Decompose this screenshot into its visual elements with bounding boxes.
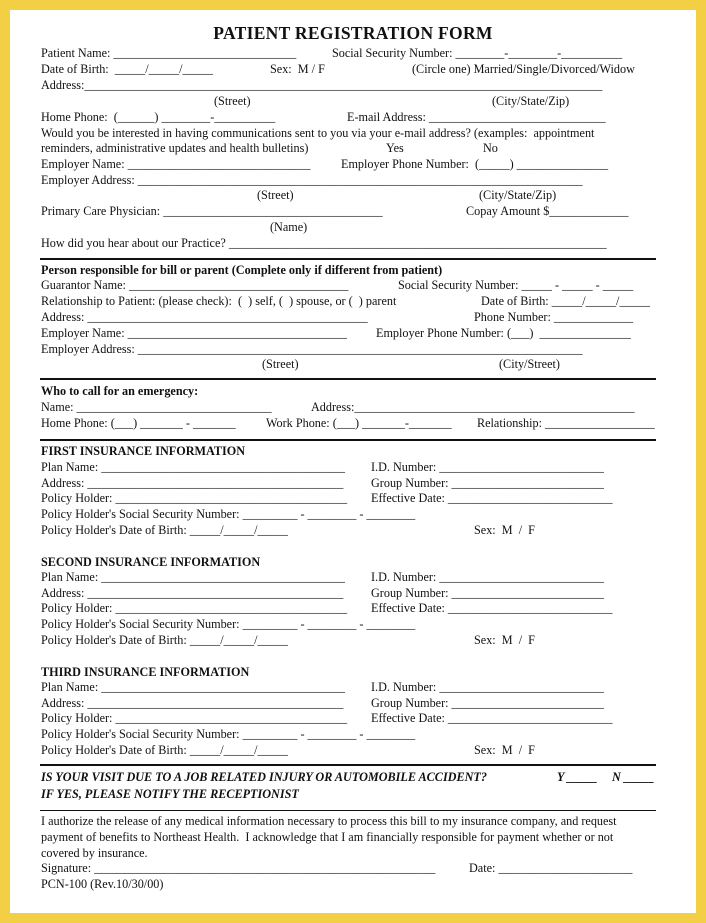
insurance-address-field[interactable]: Address: __________________________________________ [41,476,344,490]
city-state-zip-caption: (City/State/Zip) [492,94,570,108]
policy-holder-field[interactable]: Policy Holder: ______________________________________ [41,711,348,725]
plan-name-field[interactable]: Plan Name: ________________________________________ [41,680,345,694]
address-field[interactable]: Address:_____________________________________________________________________________________ [41,78,603,92]
copay-amount-field[interactable]: Copay Amount $_____________ [466,204,629,218]
form-code: PCN-100 (Rev.10/30/00) [41,877,164,891]
home-phone-field[interactable]: Home Phone: (______) ________-__________ [41,110,276,124]
id-number-field[interactable]: I.D. Number: ___________________________ [371,570,604,584]
effective-date-field[interactable]: Effective Date: ___________________________ [371,711,613,725]
insurance-address-field[interactable]: Address: __________________________________________ [41,586,344,600]
signature-field[interactable]: Signature: ________________________________________________________ [41,861,436,875]
emergency-work-phone-field[interactable]: Work Phone: (___) _______-_______ [266,416,452,430]
guarantor-dob-field[interactable]: Date of Birth: _____/_____/_____ [481,294,650,308]
date-field[interactable]: Date: ______________________ [469,861,633,875]
guarantor-employer-field[interactable]: Employer Name: ____________________________________ [41,326,348,340]
emergency-name-field[interactable]: Name: ________________________________ [41,400,272,414]
policy-holder-field[interactable]: Policy Holder: ______________________________________ [41,491,348,505]
email-yes-option[interactable]: Yes [386,141,404,155]
insurance-address-field[interactable]: Address: __________________________________________ [41,696,344,710]
insurance-heading: THIRD INSURANCE INFORMATION [41,665,250,679]
accident-yes-field[interactable]: Y _____ [557,770,598,784]
section-divider [40,810,656,811]
holder-sex-field[interactable]: Sex: M / F [474,743,535,757]
emergency-heading: Who to call for an emergency: [41,384,199,398]
emergency-address-field[interactable]: Address:______________________________________________ [311,400,635,414]
street-caption: (Street) [214,94,251,108]
group-number-field[interactable]: Group Number: _________________________ [371,476,604,490]
guarantor-heading: Person responsible for bill or parent (Complete only if different from patient) [41,263,443,277]
street-caption: (Street) [257,188,294,202]
guarantor-address-field[interactable]: Address: ______________________________________________ [41,310,368,324]
employer-phone-field[interactable]: Employer Phone Number: (_____) _______________ [341,157,609,171]
referral-source-field[interactable]: How did you hear about our Practice? ______________________________________________________________ [41,236,607,250]
city-street-caption: (City/Street) [499,357,560,371]
email-question: Would you be interested in having communications sent to you via your e-mail address? (examples: appointment [41,126,595,140]
holder-ssn-field[interactable]: Policy Holder's Social Security Number: _________ - ________ - ________ [41,507,416,521]
guarantor-employer-phone-field[interactable]: Employer Phone Number: (___) _______________ [376,326,631,340]
authorization-text: covered by insurance. [41,846,148,860]
primary-physician-field[interactable]: Primary Care Physician: ____________________________________ [41,204,383,218]
section-divider [40,378,656,380]
holder-ssn-field[interactable]: Policy Holder's Social Security Number: _________ - ________ - ________ [41,727,416,741]
accident-note: IF YES, PLEASE NOTIFY THE RECEPTIONIST [41,787,299,801]
holder-sex-field[interactable]: Sex: M / F [474,633,535,647]
holder-dob-field[interactable]: Policy Holder's Date of Birth: _____/_____/_____ [41,633,288,647]
email-field[interactable]: E-mail Address: _____________________________ [347,110,606,124]
emergency-home-phone-field[interactable]: Home Phone: (___) _______ - _______ [41,416,236,430]
form-title: PATIENT REGISTRATION FORM [213,23,493,43]
emergency-relationship-field[interactable]: Relationship: __________________ [477,416,655,430]
id-number-field[interactable]: I.D. Number: ___________________________ [371,680,604,694]
guarantor-phone-field[interactable]: Phone Number: _____________ [474,310,634,324]
city-state-zip-caption: (City/State/Zip) [479,188,557,202]
effective-date-field[interactable]: Effective Date: ___________________________ [371,491,613,505]
authorization-text: I authorize the release of any medical information necessary to process this bill to my insurance company, and request [41,814,617,828]
marital-status-field[interactable]: (Circle one) Married/Single/Divorced/Widow [412,62,635,76]
dob-field[interactable]: Date of Birth: _____/_____/_____ [41,62,213,76]
group-number-field[interactable]: Group Number: _________________________ [371,696,604,710]
section-divider [40,258,656,260]
guarantor-ssn-field[interactable]: Social Security Number: _____ - _____ - _____ [398,278,634,292]
sex-field[interactable]: Sex: M / F [270,62,325,76]
authorization-text: payment of benefits to Northeast Health. I acknowledge that I am financially responsible for payment whether or not [41,830,614,844]
street-caption: (Street) [262,357,299,371]
section-divider [40,439,656,441]
group-number-field[interactable]: Group Number: _________________________ [371,586,604,600]
plan-name-field[interactable]: Plan Name: ________________________________________ [41,460,345,474]
guarantor-name-field[interactable]: Guarantor Name: ____________________________________ [41,278,349,292]
section-divider [40,764,656,766]
holder-ssn-field[interactable]: Policy Holder's Social Security Number: _________ - ________ - ________ [41,617,416,631]
employer-address-field[interactable]: Employer Address: _________________________________________________________________________ [41,173,583,187]
patient-name-field[interactable]: Patient Name: ______________________________ [41,46,297,60]
plan-name-field[interactable]: Plan Name: ________________________________________ [41,570,345,584]
holder-dob-field[interactable]: Policy Holder's Date of Birth: _____/_____/_____ [41,743,288,757]
insurance-heading: FIRST INSURANCE INFORMATION [41,444,246,458]
holder-sex-field[interactable]: Sex: M / F [474,523,535,537]
name-caption: (Name) [270,220,308,234]
relationship-checkboxes[interactable]: Relationship to Patient: (please check): ( ) self, ( ) spouse, or ( ) parent [41,294,397,308]
email-question-cont: reminders, administrative updates and health bulletins) [41,141,309,155]
accident-question: IS YOUR VISIT DUE TO A JOB RELATED INJURY OR AUTOMOBILE ACCIDENT? [41,770,487,784]
accident-no-field[interactable]: N _____ [612,770,655,784]
effective-date-field[interactable]: Effective Date: ___________________________ [371,601,613,615]
email-no-option[interactable]: No [483,141,498,155]
insurance-heading: SECOND INSURANCE INFORMATION [41,555,261,569]
employer-name-field[interactable]: Employer Name: ______________________________ [41,157,311,171]
id-number-field[interactable]: I.D. Number: ___________________________ [371,460,604,474]
ssn-field[interactable]: Social Security Number: ________-________-__________ [332,46,623,60]
policy-holder-field[interactable]: Policy Holder: ______________________________________ [41,601,348,615]
guarantor-employer-address-field[interactable]: Employer Address: _________________________________________________________________________ [41,342,583,356]
holder-dob-field[interactable]: Policy Holder's Date of Birth: _____/_____/_____ [41,523,288,537]
